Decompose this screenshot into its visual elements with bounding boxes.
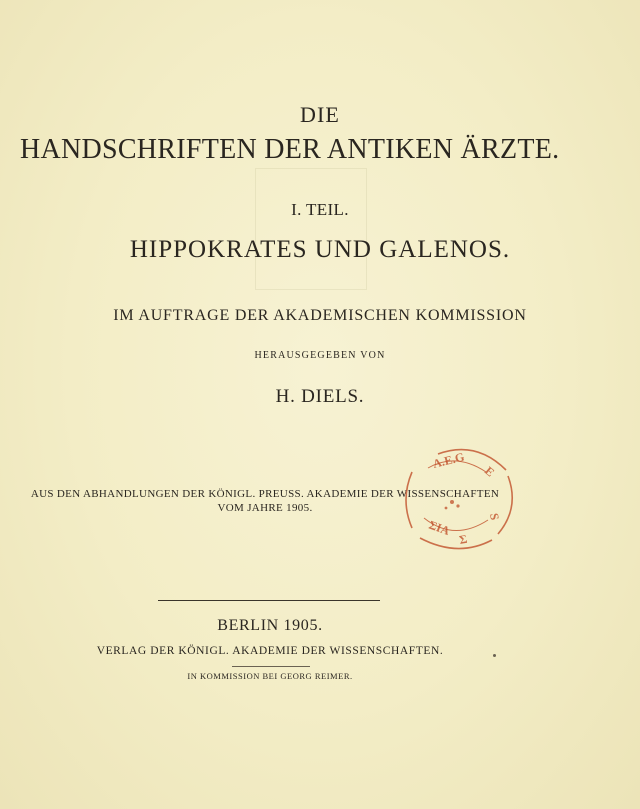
edited-by-line: HERAUSGEGEBEN VON (254, 350, 386, 361)
title-prefix: DIE (300, 102, 340, 127)
svg-text:A.E.G: A.E.G (431, 449, 466, 471)
ink-speck (493, 654, 496, 657)
svg-text:ΣΙΑ: ΣΙΑ (426, 517, 452, 539)
small-divider-rule (232, 666, 310, 667)
svg-text:Σ: Σ (458, 531, 469, 547)
svg-text:E: E (482, 463, 498, 480)
svg-text:S: S (487, 512, 502, 522)
divider-rule (158, 600, 380, 601)
source-line-1: AUS DEN ABHANDLUNGEN DER KÖNIGL. PREUSS. AKADEMIE DER WISSENSCHAFTEN (30, 488, 500, 500)
publisher-line: VERLAG DER KÖNIGL. AKADEMIE DER WISSENSCHAFTEN. (96, 645, 444, 657)
source-line-2: VOM JAHRE 1905. (217, 502, 313, 514)
distribution-line: IN KOMMISSION BEI GEORG REIMER. (187, 671, 353, 681)
library-stamp-icon (398, 442, 516, 552)
author-name: H. DIELS. (275, 386, 365, 407)
show-through-mark (255, 168, 367, 290)
imprint-city-year: BERLIN 1905. (217, 617, 323, 634)
part-number: I. TEIL. (291, 200, 349, 219)
subtitle: HIPPOKRATES UND GALENOS. (129, 236, 511, 263)
commission-line: IM AUFTRAGE DER AKADEMISCHEN KOMMISSION (113, 307, 527, 324)
main-title: HANDSCHRIFTEN DER ANTIKEN ÄRZTE. (20, 134, 560, 165)
